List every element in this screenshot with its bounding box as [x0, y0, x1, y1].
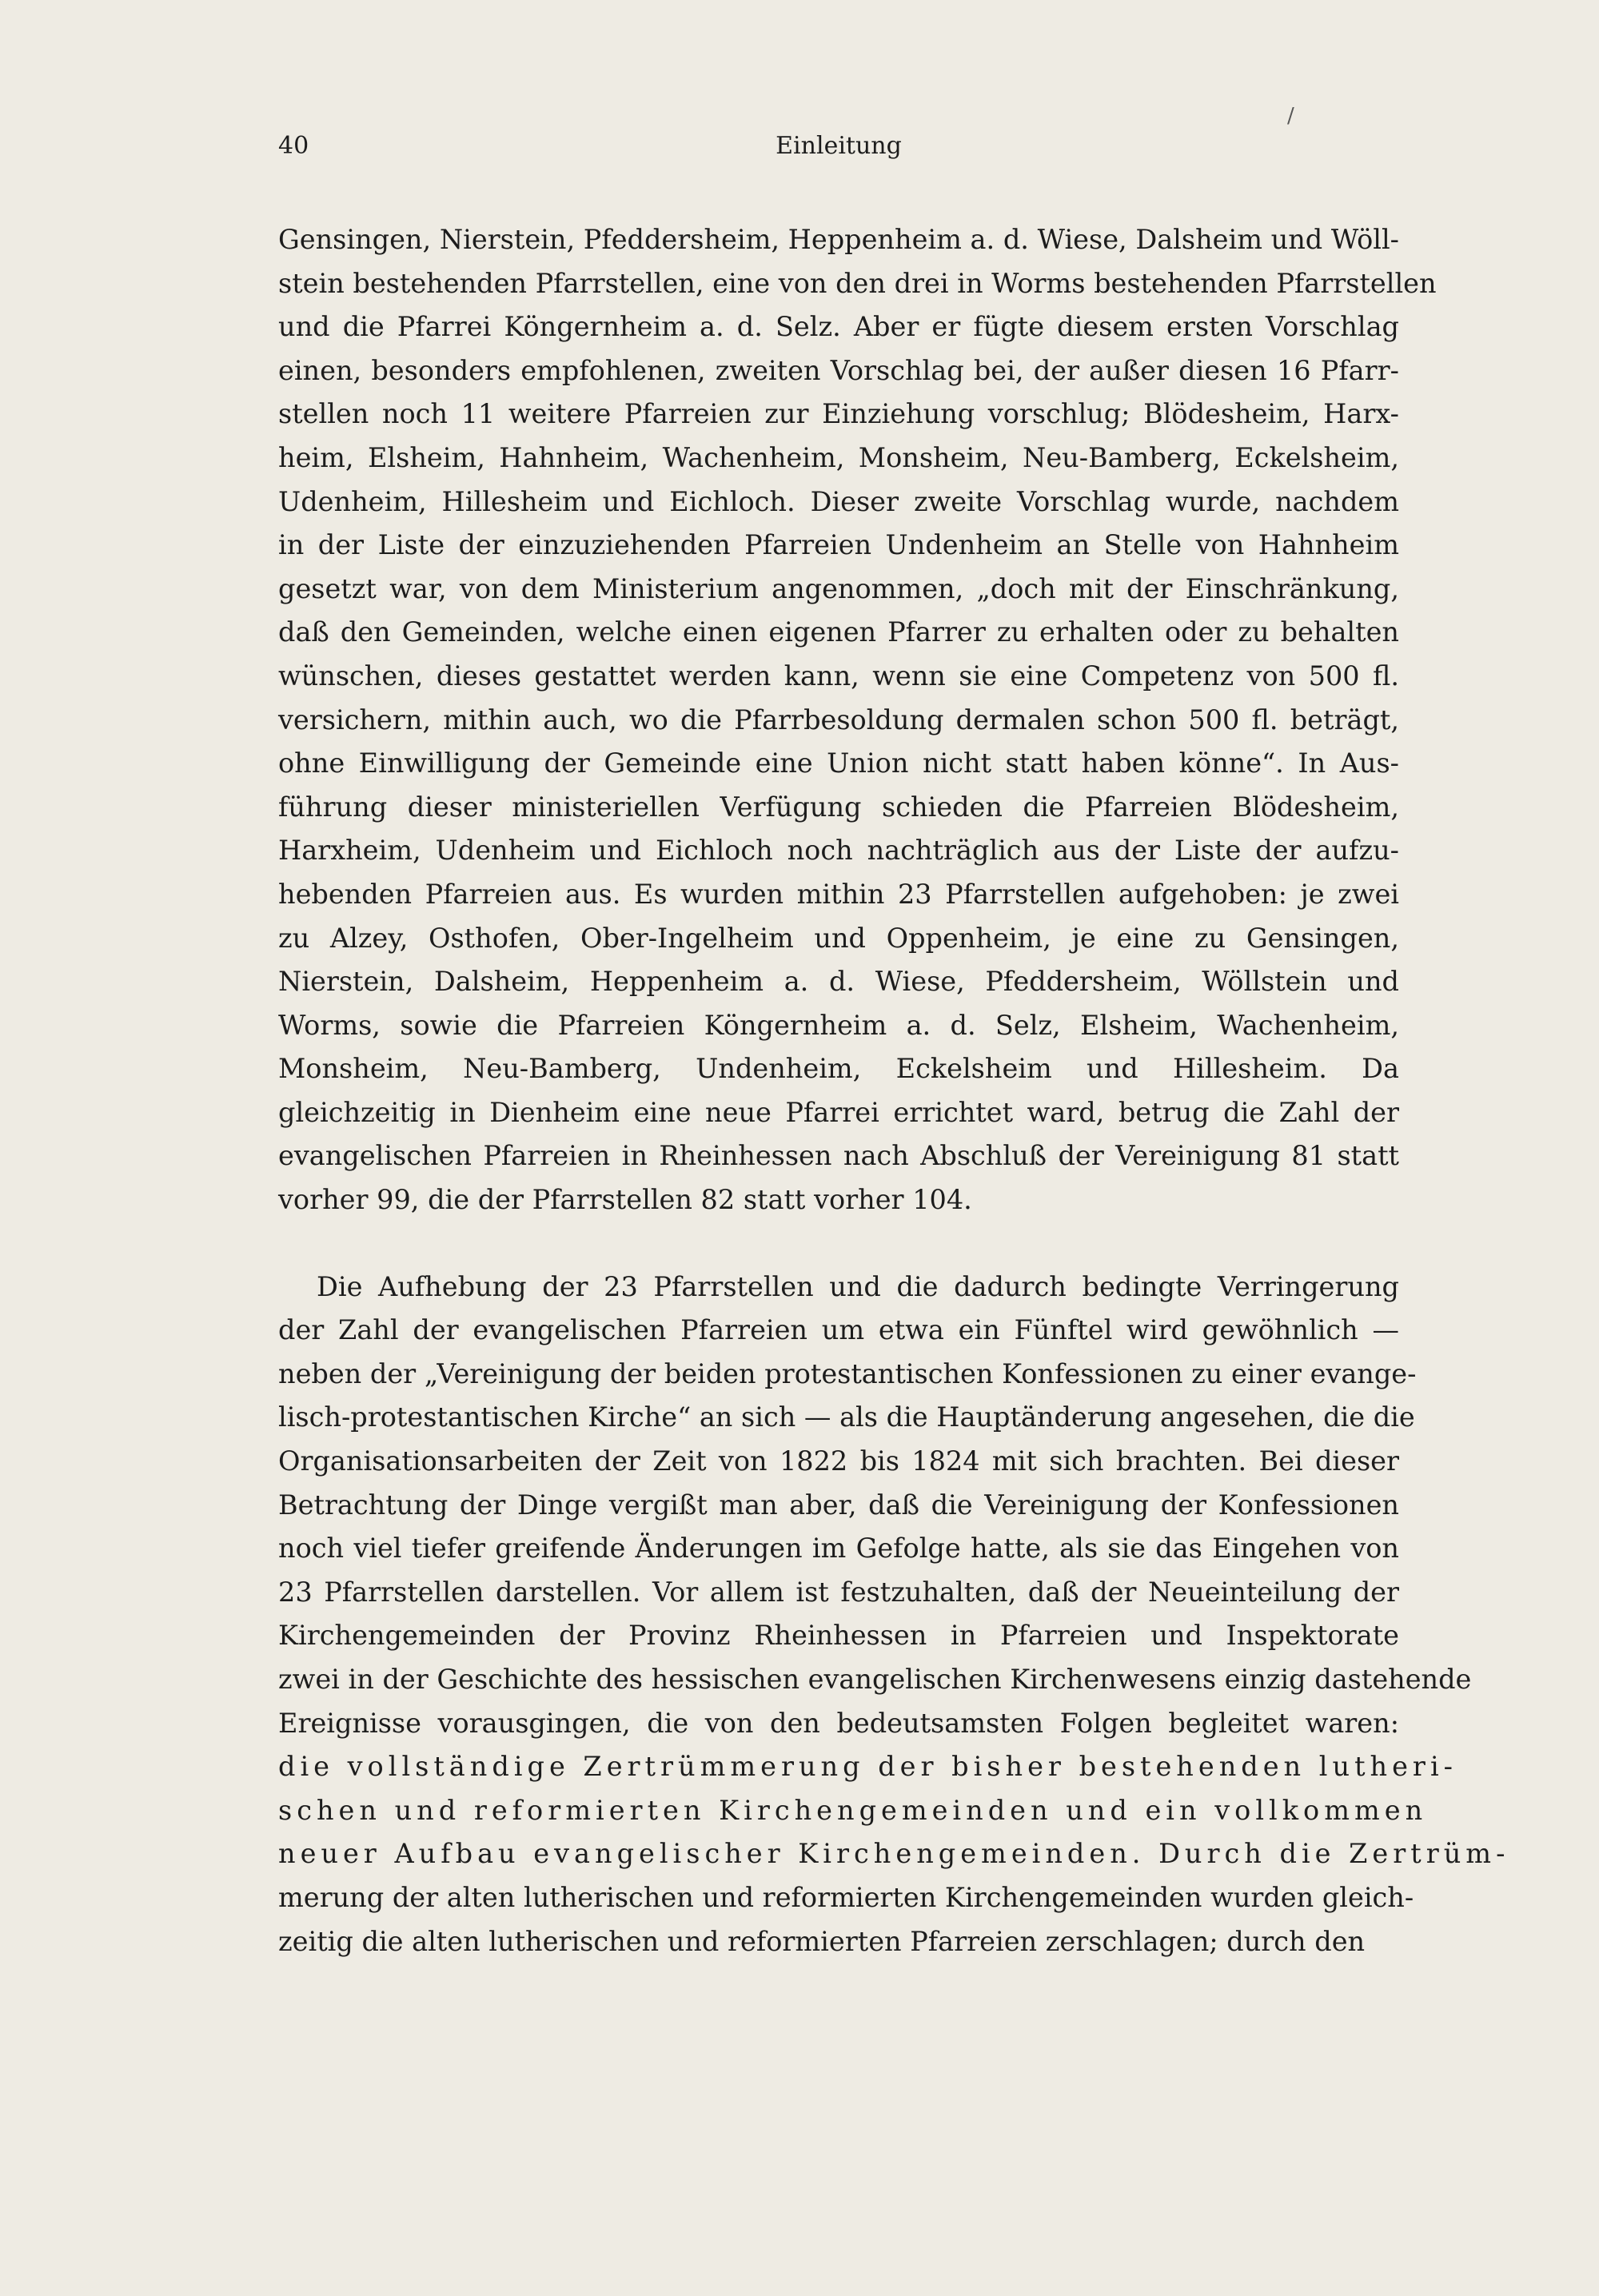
- text-line: neuer Aufbau evangelischer Kirchengemeinden. Durch die Zertrüm-: [278, 1838, 1510, 1870]
- text-line: Harxheim, Udenheim und Eichloch noch nachträglich aus der Liste der aufzu-: [278, 835, 1399, 867]
- text-line: 23 Pfarrstellen darstellen. Vor allem ist festzuhalten, daß der Neueinteilung der: [278, 1576, 1399, 1608]
- text-line: Ereignisse vorausgingen, die von den bedeutsamsten Folgen begleitet waren:: [278, 1707, 1399, 1739]
- text-line: Betrachtung der Dinge vergißt man aber, daß die Vereinigung der Konfessionen: [278, 1489, 1399, 1521]
- text-line: gleichzeitig in Dienheim eine neue Pfarrei errichtet ward, betrug die Zahl der: [278, 1096, 1399, 1128]
- text-line: Monsheim, Neu-Bamberg, Undenheim, Eckelsheim und Hillesheim. Da: [278, 1053, 1399, 1085]
- margin-mark: /: [1287, 104, 1294, 128]
- text-line: schen und reformierten Kirchengemeinden und ein vollkommen: [278, 1794, 1428, 1826]
- text-line: Gensingen, Nierstein, Pfeddersheim, Heppenheim a. d. Wiese, Dalsheim und Wöll-: [278, 224, 1399, 255]
- paragraph-1: [278, 218, 1437, 1222]
- text-line: neben der „Vereinigung der beiden protestantischen Konfessionen zu einer evange-: [278, 1357, 1417, 1389]
- text-line: einen, besonders empfohlenen, zweiten Vorschlag bei, der außer diesen 16 Pfarr-: [278, 354, 1399, 386]
- text-line: heim, Elsheim, Hahnheim, Wachenheim, Monsheim, Neu-Bamberg, Eckelsheim,: [278, 441, 1399, 473]
- text-line: stein bestehenden Pfarrstellen, eine von den drei in Worms bestehenden Pfarrstellen: [278, 267, 1437, 299]
- text-line: zu Alzey, Osthofen, Ober-Ingelheim und Oppenheim, je eine zu Gensingen,: [278, 922, 1399, 954]
- page-header: [278, 132, 1399, 180]
- text-line: noch viel tiefer greifende Änderungen im Gefolge hatte, als sie das Eingehen von: [278, 1533, 1399, 1565]
- text-line: die vollständige Zertrümmerung der bisher bestehenden lutheri-: [278, 1751, 1457, 1783]
- text-line: der Zahl der evangelischen Pfarreien um etwa ein Fünftel wird gewöhnlich —: [278, 1314, 1399, 1346]
- text-line: Kirchengemeinden der Provinz Rheinhessen in Pfarreien und Inspektorate: [278, 1620, 1399, 1652]
- text-line: zwei in der Geschichte des hessischen evangelischen Kirchenwesens einzig dastehende: [278, 1664, 1472, 1695]
- text-line: wünschen, dieses gestattet werden kann, wenn sie eine Competenz von 500 fl.: [278, 660, 1399, 692]
- paragraph-2: [278, 1266, 1510, 1964]
- text-line: ohne Einwilligung der Gemeinde eine Union nicht statt haben könne“. In Aus-: [278, 747, 1399, 779]
- text-line: Organisationsarbeiten der Zeit von 1822 bis 1824 mit sich brachten. Bei dieser: [278, 1445, 1399, 1477]
- running-title: Einleitung: [776, 132, 902, 160]
- page-number: 40: [278, 132, 309, 160]
- text-line: stellen noch 11 weitere Pfarreien zur Einziehung vorschlug; Blödesheim, Harx-: [278, 398, 1399, 430]
- text-line: in der Liste der einzuziehenden Pfarreien Undenheim an Stelle von Hahnheim: [278, 529, 1399, 561]
- text-line: zeitig die alten lutherischen und reformierten Pfarreien zerschlagen; durch den: [278, 1925, 1366, 1957]
- text-line: Die Aufhebung der 23 Pfarrstellen und die dadurch bedingte Verringerung: [317, 1270, 1399, 1302]
- text-line: vorher 99, die der Pfarrstellen 82 statt vorher 104.: [278, 1184, 972, 1216]
- book-page: [278, 132, 1510, 1963]
- text-line: evangelischen Pfarreien in Rheinhessen nach Abschluß der Vereinigung 81 statt: [278, 1140, 1399, 1172]
- text-line: hebenden Pfarreien aus. Es wurden mithin 23 Pfarrstellen aufgehoben: je zwei: [278, 878, 1399, 910]
- text-line: merung der alten lutherischen und reformierten Kirchengemeinden wurden gleich-: [278, 1881, 1414, 1913]
- text-line: Udenheim, Hillesheim und Eichloch. Dieser zweite Vorschlag wurde, nachdem: [278, 485, 1399, 517]
- text-line: versichern, mithin auch, wo die Pfarrbesoldung dermalen schon 500 fl. beträgt,: [278, 704, 1399, 735]
- text-line: Nierstein, Dalsheim, Heppenheim a. d. Wiese, Pfeddersheim, Wöllstein und: [278, 966, 1399, 998]
- text-line: gesetzt war, von dem Ministerium angenommen, „doch mit der Einschränkung,: [278, 572, 1399, 604]
- text-line: lisch-protestantischen Kirche“ an sich — als die Hauptänderung angesehen, die die: [278, 1401, 1415, 1433]
- text-line: daß den Gemeinden, welche einen eigenen Pfarrer zu erhalten oder zu behalten: [278, 616, 1399, 648]
- text-line: führung dieser ministeriellen Verfügung schieden die Pfarreien Blödesheim,: [278, 791, 1399, 823]
- text-line: Worms, sowie die Pfarreien Köngernheim a. d. Selz, Elsheim, Wachenheim,: [278, 1009, 1399, 1041]
- text-line: und die Pfarrei Köngernheim a. d. Selz. Aber er fügte diesem ersten Vorschlag: [278, 311, 1399, 343]
